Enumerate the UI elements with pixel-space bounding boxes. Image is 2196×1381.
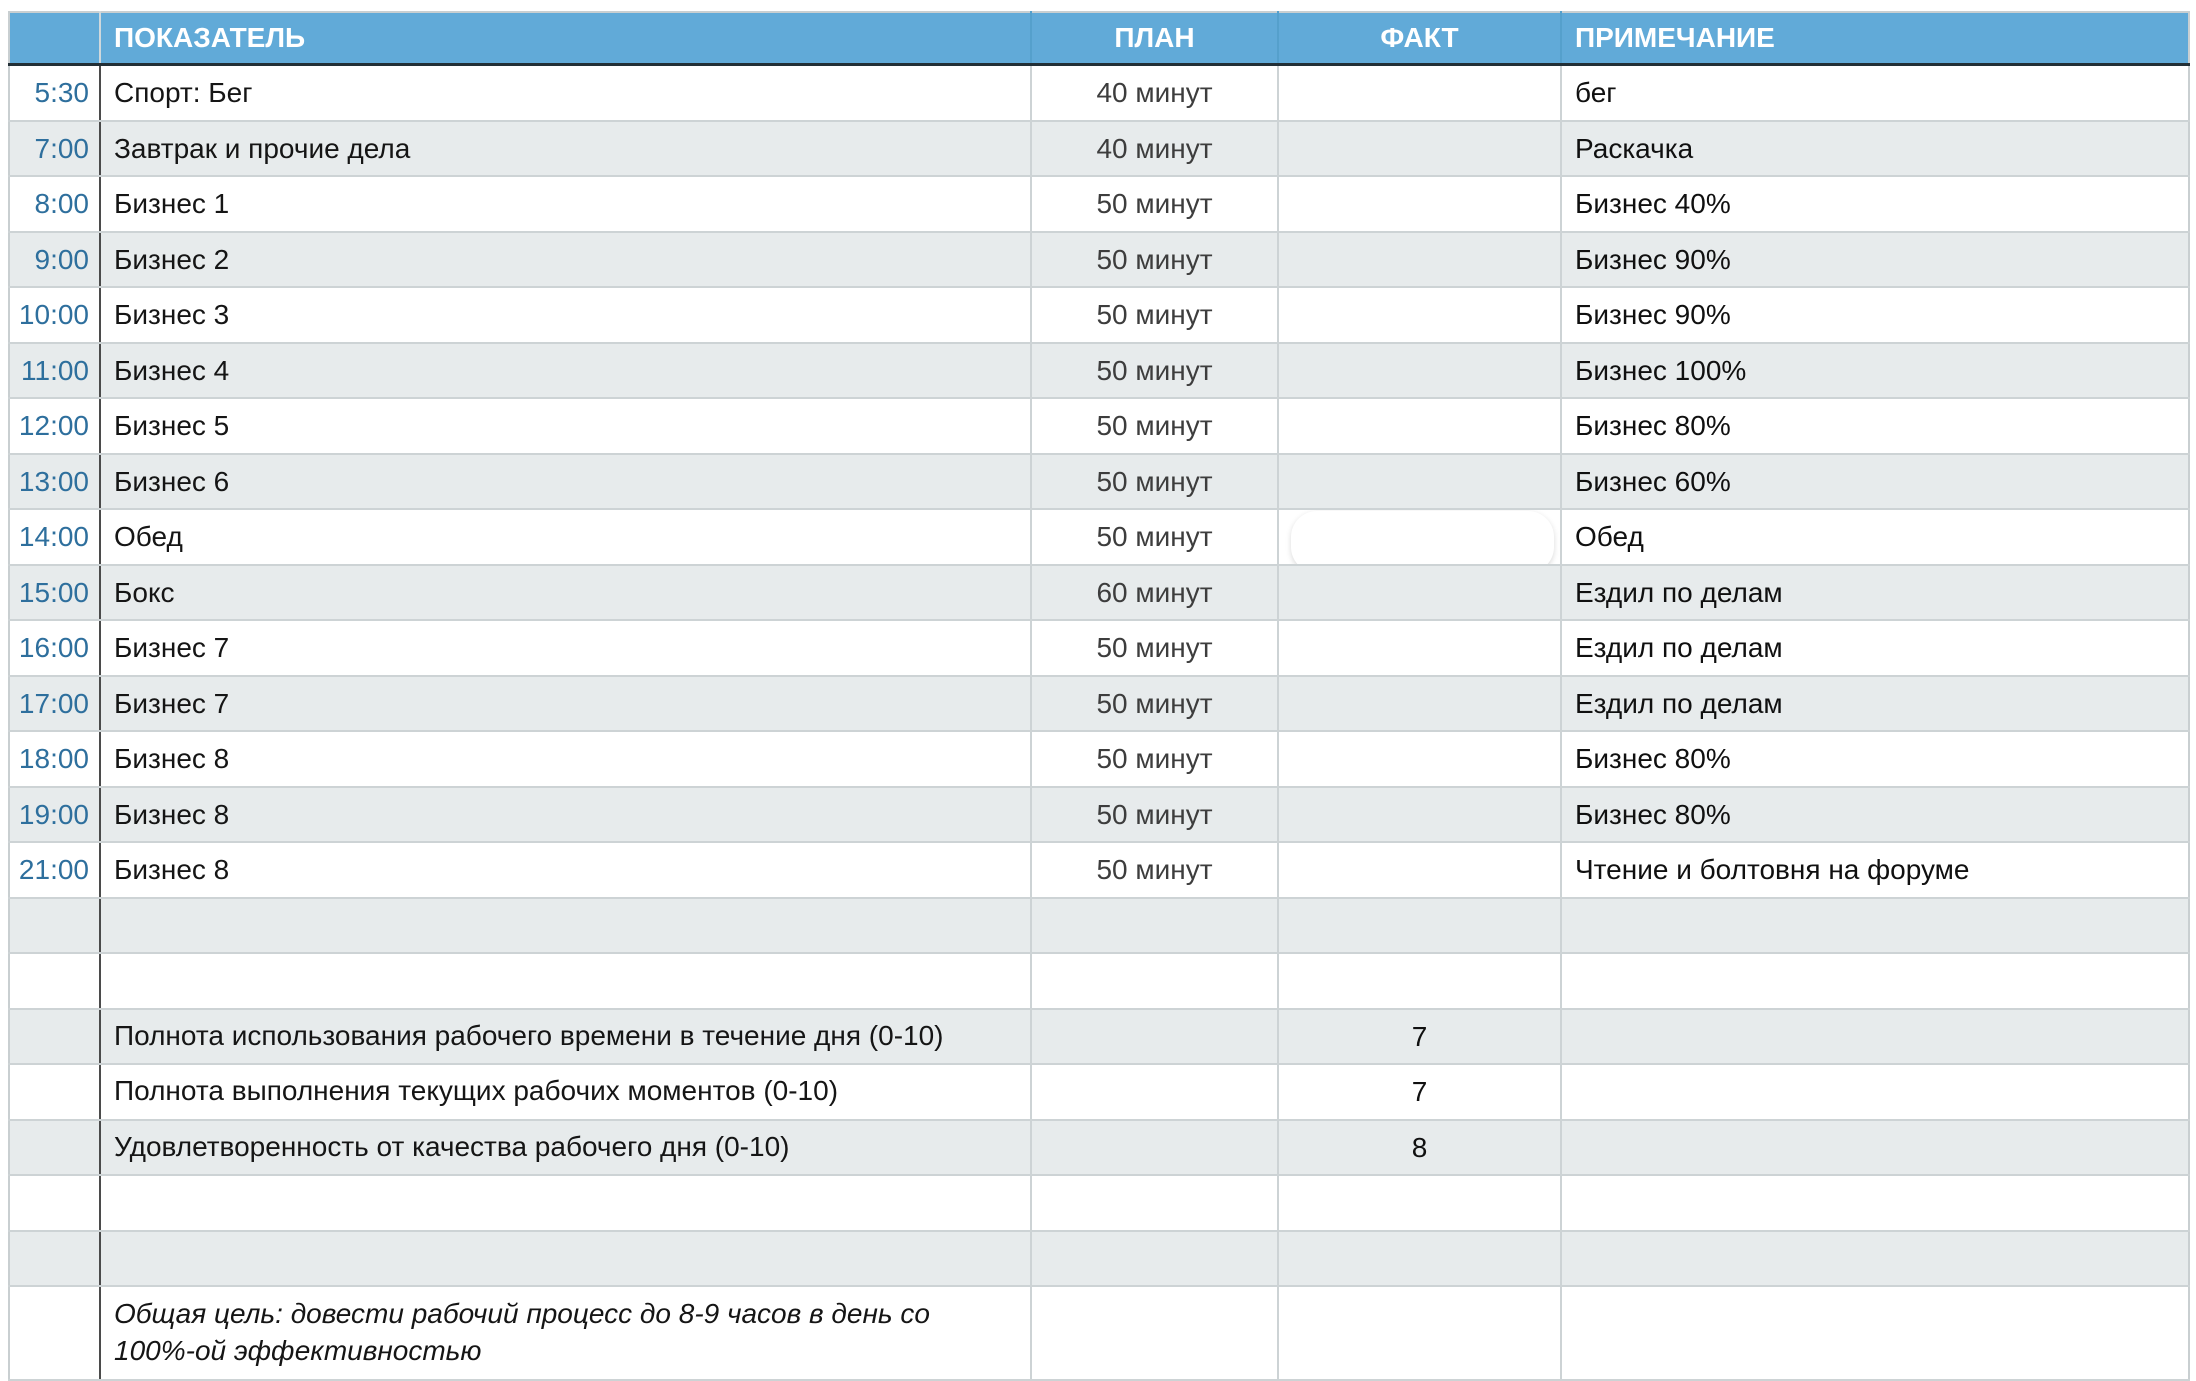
plan-cell[interactable]: [1031, 1009, 1278, 1065]
daily-plan-table: [8, 11, 2190, 1381]
time-cell[interactable]: [9, 1009, 100, 1065]
table-row: [9, 731, 2189, 787]
indicator-cell[interactable]: Обед: [100, 509, 1031, 565]
indicator-cell[interactable]: Удовлетворенность от качества рабочего дня (0-10): [100, 1120, 1031, 1176]
note-cell[interactable]: Бизнес 40%: [1561, 176, 2189, 232]
fact-cell[interactable]: [1278, 65, 1561, 121]
fact-cell[interactable]: [1278, 1231, 1561, 1287]
time-cell[interactable]: 14:00: [9, 509, 100, 565]
plan-cell[interactable]: [1031, 1064, 1278, 1120]
plan-cell[interactable]: 50 минут: [1031, 509, 1278, 565]
time-cell[interactable]: 9:00: [9, 232, 100, 288]
fact-cell[interactable]: 8: [1278, 1120, 1561, 1176]
indicator-cell[interactable]: Общая цель: довести рабочий процесс до 8-9 часов в день со 100%-ой эффективностью: [100, 1286, 1031, 1380]
table-row: [9, 842, 2189, 898]
note-cell[interactable]: Бизнес 90%: [1561, 287, 2189, 343]
plan-cell[interactable]: [1031, 953, 1278, 1009]
fact-cell[interactable]: [1278, 620, 1561, 676]
note-cell[interactable]: [1561, 1009, 2189, 1065]
empty-row: [9, 953, 2189, 1009]
indicator-cell[interactable]: Бизнес 5: [100, 398, 1031, 454]
fact-cell[interactable]: 7: [1278, 1064, 1561, 1120]
indicator-cell[interactable]: Бизнес 8: [100, 731, 1031, 787]
empty-row: [9, 898, 2189, 954]
note-cell[interactable]: Ездил по делам: [1561, 620, 2189, 676]
plan-cell[interactable]: [1031, 898, 1278, 954]
indicator-cell[interactable]: Завтрак и прочие дела: [100, 121, 1031, 177]
indicator-cell[interactable]: Бизнес 8: [100, 842, 1031, 898]
table-row: [9, 65, 2189, 121]
plan-cell[interactable]: 40 минут: [1031, 121, 1278, 177]
indicator-cell[interactable]: [100, 953, 1031, 1009]
fact-cell[interactable]: 7: [1278, 1009, 1561, 1065]
plan-cell[interactable]: 50 минут: [1031, 731, 1278, 787]
note-cell[interactable]: [1561, 1120, 2189, 1176]
fact-cell[interactable]: [1278, 398, 1561, 454]
plan-cell[interactable]: 50 минут: [1031, 620, 1278, 676]
note-cell[interactable]: бег: [1561, 65, 2189, 121]
table-row: [9, 398, 2189, 454]
indicator-cell[interactable]: Бизнес 1: [100, 176, 1031, 232]
redaction-overlay: [1291, 511, 1554, 565]
empty-row: [9, 1231, 2189, 1287]
plan-cell[interactable]: 50 минут: [1031, 232, 1278, 288]
table-row: [9, 1286, 2189, 1380]
indicator-cell[interactable]: Бизнес 6: [100, 454, 1031, 510]
note-cell[interactable]: Раскачка: [1561, 121, 2189, 177]
table-row: [9, 620, 2189, 676]
table-row: [9, 287, 2189, 343]
fact-cell[interactable]: [1278, 176, 1561, 232]
time-cell[interactable]: [9, 1231, 100, 1287]
time-cell[interactable]: [9, 1120, 100, 1176]
empty-row: [9, 1175, 2189, 1231]
table-row: [9, 176, 2189, 232]
time-cell[interactable]: 12:00: [9, 398, 100, 454]
plan-cell[interactable]: [1031, 1231, 1278, 1287]
fact-cell[interactable]: [1278, 787, 1561, 843]
plan-cell[interactable]: [1031, 1175, 1278, 1231]
time-cell[interactable]: 17:00: [9, 676, 100, 732]
indicator-cell[interactable]: Бокс: [100, 565, 1031, 621]
indicator-cell[interactable]: Бизнес 3: [100, 287, 1031, 343]
note-cell[interactable]: [1561, 1175, 2189, 1231]
time-cell[interactable]: 16:00: [9, 620, 100, 676]
plan-cell[interactable]: [1031, 1120, 1278, 1176]
table-row: [9, 454, 2189, 510]
time-cell[interactable]: 19:00: [9, 787, 100, 843]
note-cell[interactable]: [1561, 953, 2189, 1009]
plan-cell[interactable]: 50 минут: [1031, 454, 1278, 510]
fact-cell[interactable]: [1278, 731, 1561, 787]
note-cell[interactable]: Бизнес 80%: [1561, 787, 2189, 843]
fact-cell[interactable]: [1278, 232, 1561, 288]
note-cell[interactable]: Бизнес 100%: [1561, 343, 2189, 399]
plan-cell[interactable]: [1031, 1286, 1278, 1380]
note-cell[interactable]: Обед: [1561, 509, 2189, 565]
time-cell[interactable]: 10:00: [9, 287, 100, 343]
fact-cell[interactable]: [1278, 953, 1561, 1009]
fact-cell[interactable]: [1278, 842, 1561, 898]
indicator-cell[interactable]: Полнота использования рабочего времени в течение дня (0-10): [100, 1009, 1031, 1065]
time-cell[interactable]: 13:00: [9, 454, 100, 510]
plan-cell[interactable]: 50 минут: [1031, 787, 1278, 843]
indicator-cell[interactable]: Бизнес 2: [100, 232, 1031, 288]
fact-cell[interactable]: [1278, 343, 1561, 399]
indicator-cell[interactable]: Бизнес 7: [100, 620, 1031, 676]
note-cell[interactable]: Ездил по делам: [1561, 565, 2189, 621]
fact-cell[interactable]: [1278, 454, 1561, 510]
time-cell[interactable]: [9, 1064, 100, 1120]
plan-cell[interactable]: 50 минут: [1031, 398, 1278, 454]
time-cell[interactable]: 8:00: [9, 176, 100, 232]
indicator-cell[interactable]: Бизнес 4: [100, 343, 1031, 399]
plan-cell[interactable]: 50 минут: [1031, 176, 1278, 232]
fact-cell[interactable]: [1278, 565, 1561, 621]
note-cell[interactable]: [1561, 898, 2189, 954]
time-cell[interactable]: 5:30: [9, 65, 100, 121]
note-cell[interactable]: Бизнес 60%: [1561, 454, 2189, 510]
note-column-header[interactable]: ПРИМЕЧАНИЕ: [1561, 12, 2189, 65]
note-cell[interactable]: [1561, 1286, 2189, 1380]
indicator-cell[interactable]: [100, 1231, 1031, 1287]
time-cell[interactable]: [9, 1286, 100, 1380]
time-column-header[interactable]: [9, 12, 100, 65]
fact-cell[interactable]: [1278, 898, 1561, 954]
time-cell[interactable]: 21:00: [9, 842, 100, 898]
fact-cell[interactable]: [1278, 121, 1561, 177]
time-cell[interactable]: 7:00: [9, 121, 100, 177]
indicator-cell[interactable]: Спорт: Бег: [100, 65, 1031, 121]
note-cell[interactable]: Чтение и болтовня на форуме: [1561, 842, 2189, 898]
note-cell[interactable]: Бизнес 90%: [1561, 232, 2189, 288]
note-cell[interactable]: Бизнес 80%: [1561, 731, 2189, 787]
time-cell[interactable]: 15:00: [9, 565, 100, 621]
fact-cell[interactable]: [1278, 1175, 1561, 1231]
table-row: [9, 1009, 2189, 1065]
plan-cell[interactable]: 40 минут: [1031, 65, 1278, 121]
plan-cell[interactable]: 50 минут: [1031, 287, 1278, 343]
note-cell[interactable]: [1561, 1231, 2189, 1287]
time-cell[interactable]: 11:00: [9, 343, 100, 399]
table-row: [9, 343, 2189, 399]
indicator-cell[interactable]: [100, 898, 1031, 954]
note-cell[interactable]: Ездил по делам: [1561, 676, 2189, 732]
plan-column-header[interactable]: ПЛАН: [1031, 12, 1278, 65]
table-row: [9, 676, 2189, 732]
plan-cell[interactable]: 50 минут: [1031, 343, 1278, 399]
table-row: [9, 565, 2189, 621]
note-cell[interactable]: [1561, 1064, 2189, 1120]
indicator-column-header[interactable]: ПОКАЗАТЕЛЬ: [100, 12, 1031, 65]
header-row: [9, 12, 2189, 65]
plan-cell[interactable]: 50 минут: [1031, 842, 1278, 898]
indicator-cell[interactable]: Бизнес 7: [100, 676, 1031, 732]
time-cell[interactable]: [9, 953, 100, 1009]
note-cell[interactable]: Бизнес 80%: [1561, 398, 2189, 454]
table-row: [9, 509, 2189, 565]
indicator-cell[interactable]: Полнота выполнения текущих рабочих моментов (0-10): [100, 1064, 1031, 1120]
table-row: [9, 121, 2189, 177]
plan-cell[interactable]: 60 минут: [1031, 565, 1278, 621]
table-row: [9, 1064, 2189, 1120]
indicator-cell[interactable]: [100, 1175, 1031, 1231]
time-cell[interactable]: [9, 898, 100, 954]
fact-cell[interactable]: [1278, 676, 1561, 732]
table-row: [9, 1120, 2189, 1176]
fact-column-header[interactable]: ФАКТ: [1278, 12, 1561, 65]
time-cell[interactable]: 18:00: [9, 731, 100, 787]
table-row: [9, 787, 2189, 843]
fact-cell[interactable]: [1278, 509, 1561, 565]
indicator-cell[interactable]: Бизнес 8: [100, 787, 1031, 843]
table-body: [9, 65, 2189, 1381]
plan-cell[interactable]: 50 минут: [1031, 676, 1278, 732]
fact-cell[interactable]: [1278, 287, 1561, 343]
table-row: [9, 232, 2189, 288]
daily-schedule-sheet: [8, 11, 2188, 1381]
fact-cell[interactable]: [1278, 1286, 1561, 1380]
time-cell[interactable]: [9, 1175, 100, 1231]
